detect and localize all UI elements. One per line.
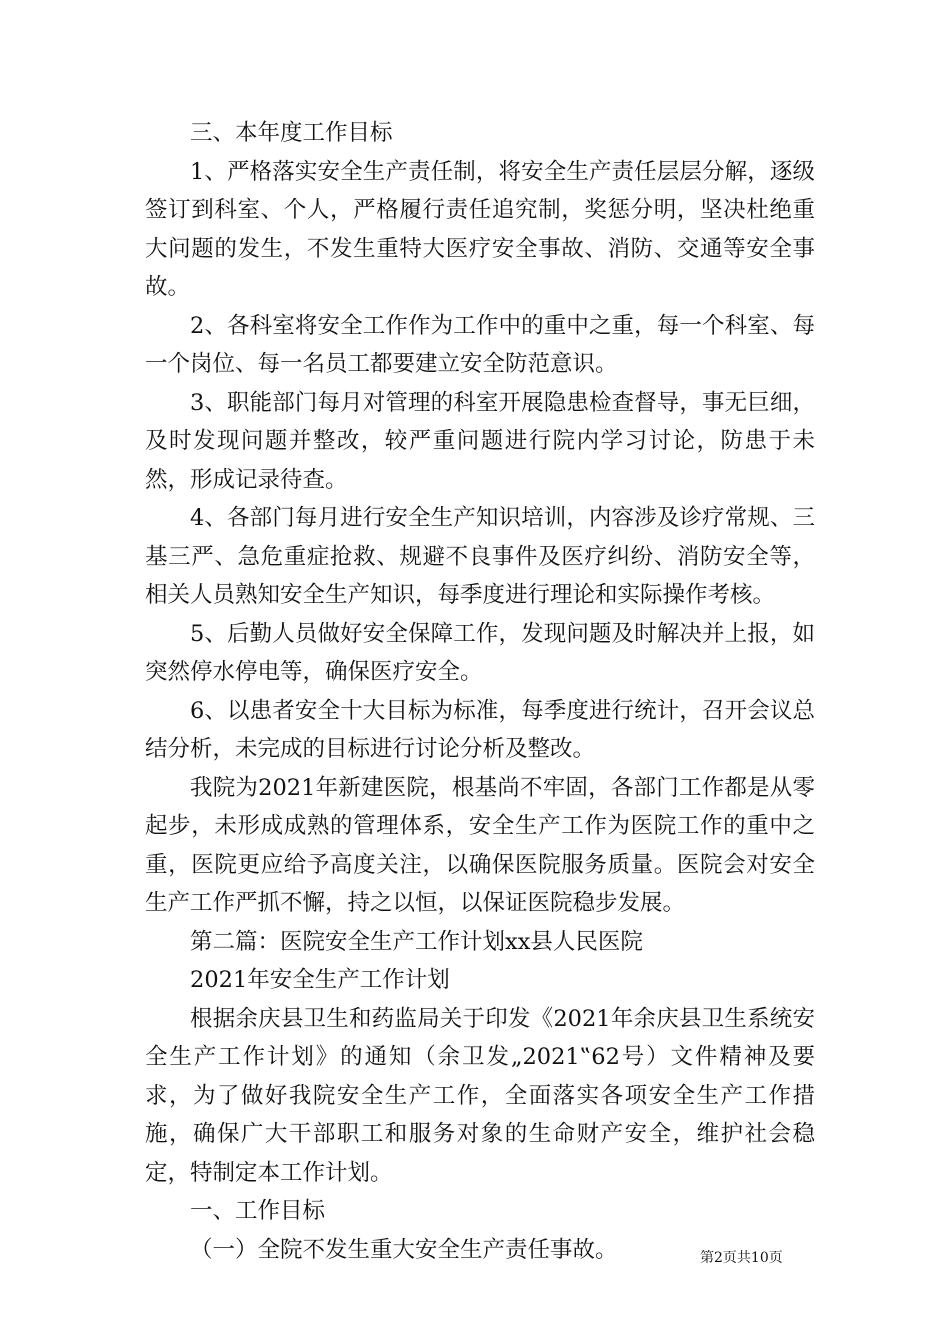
paragraph-goal-1: 1、严格落实安全生产责任制，将安全生产责任层层分解，逐级签订到科室、个人，严格履行责任追究制，奖惩分明，坚决杜绝重大问题的发生，不发生重特大医疗安全事故、消防、交通等安全事故。 [145, 158, 815, 300]
section-heading-annual-goals: 三、本年度工作目标 [190, 120, 393, 146]
paragraph-goal-4: 4、各部门每月进行安全生产知识培训，内容涉及诊疗常规、三基三严、急危重症抢救、规避不良事件及医疗纠纷、消防安全等，相关人员熟知安全生产知识，每季度进行理论和实际操作考核。 [145, 505, 815, 608]
paragraph-work-goal-1: （一）全院不发生重大安全生产责任事故。 [190, 1236, 618, 1263]
paragraph-goal-6: 6、以患者安全十大目标为标准，每季度进行统计，召开会议总结分析，未完成的目标进行讨论分析及整改。 [145, 697, 815, 762]
paragraph-goal-2: 2、各科室将安全工作作为工作中的重中之重，每一个科室、每一个岗位、每一名员工都要建立安全防范意识。 [145, 312, 815, 377]
section-heading-work-goals: 一、工作目标 [190, 1198, 326, 1224]
chapter-subtitle: 2021年安全生产工作计划 [190, 967, 450, 993]
paragraph-goal-3: 3、职能部门每月对管理的科室开展隐患检查督导，事无巨细，及时发现问题并整改，较严重问题进行院内学习讨论，防患于未然，形成记录待查。 [145, 389, 815, 493]
page-number-footer: 第2页共10页 [700, 1250, 783, 1266]
document-body [145, 114, 815, 1269]
chapter-title: 第二篇：医院安全生产工作计划xx县人民医院 [190, 928, 643, 955]
paragraph-summary: 我院为2021年新建医院，根基尚不牢固，各部门工作都是从零起步，未形成成熟的管理体系，安全生产工作为医院工作的重中之重，医院更应给予高度关注，以确保医院服务质量。医院会对安全生产工作严抓不懈，持之以恒，以保证医院稳步发展。 [145, 774, 815, 916]
paragraph-goal-5: 5、后勤人员做好安全保障工作，发现问题及时解决并上报，如突然停水停电等，确保医疗安全。 [145, 620, 815, 685]
paragraph-intro: 根据余庆县卫生和药监局关于印发《2021年余庆县卫生系统安全生产工作计划》的通知（余卫发„2021‟62号）文件精神及要求，为了做好我院安全生产工作，全面落实各项安全生产工作措施，确保广大干部职工和服务对象的生命财产安全，维护社会稳定，特制定本工作计划。 [145, 1005, 815, 1186]
